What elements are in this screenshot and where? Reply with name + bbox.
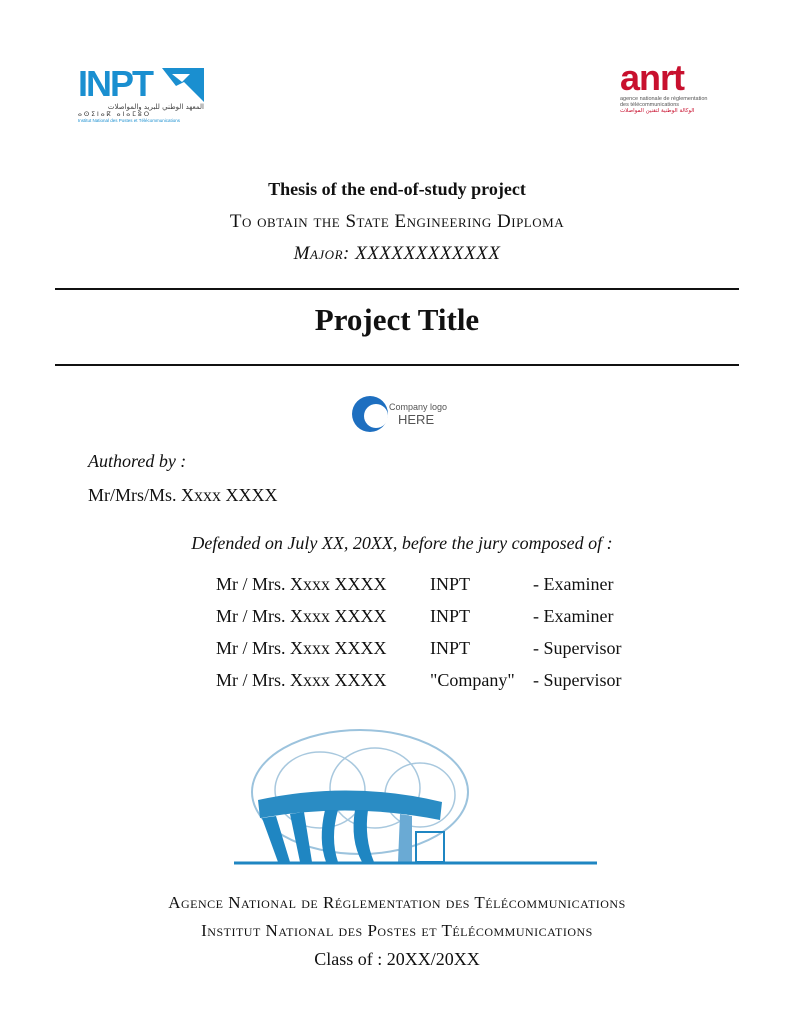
company-logo-line1: Company logo (389, 402, 448, 412)
jury-role: - Supervisor (533, 638, 622, 658)
bottom-rule (55, 364, 739, 366)
jury-org: INPT (430, 638, 470, 658)
inpt-logo-text: INPT (78, 63, 153, 104)
inpt-caption: Institut National des Postes et Télécommunications (78, 118, 180, 123)
anrt-logo (620, 57, 720, 114)
author-name: Mr/Mrs/Ms. Xxxx XXXX (88, 485, 278, 505)
jury-role: - Supervisor (533, 670, 622, 690)
footer-agency: Agence National de Réglementation des Télécommunications (168, 893, 626, 912)
footer-class-of: Class of : 20XX/20XX (314, 949, 480, 969)
company-swirl-icon (351, 394, 391, 434)
anrt-arabic: الوكالة الوطنية لتقنين المواصلات (620, 108, 695, 114)
major-line: Major: XXXXXXXXXXXX (293, 243, 501, 264)
jury-org: INPT (430, 574, 470, 594)
defended-line: Defended on July XX, 20XX, before the jury composed of : (191, 533, 613, 553)
top-rule (55, 288, 739, 290)
jury-name: Mr / Mrs. Xxxx XXXX (216, 638, 387, 658)
jury-name: Mr / Mrs. Xxxx XXXX (216, 670, 387, 690)
company-logo-line2: HERE (398, 412, 435, 427)
authored-by-label: Authored by : (88, 451, 187, 471)
inpt-tifinagh: ⴰⵙⵉⵏⴰⴽ ⴰⵏⴰⵎⵓⵔ (78, 111, 152, 118)
anrt-line2: des télécommunications (620, 102, 680, 108)
jury-org: "Company" (430, 670, 515, 690)
company-logo (351, 394, 451, 436)
inpt-building-illustration (230, 720, 602, 870)
diploma-line: To obtain the State Engineering Diploma (229, 211, 565, 232)
jury-name: Mr / Mrs. Xxxx XXXX (216, 574, 387, 594)
thesis-heading: Thesis of the end-of-study project (268, 179, 526, 199)
inpt-arrows-icon (162, 68, 204, 102)
inpt-arabic: المعهد الوطني للبريد والمواصلات (107, 103, 204, 111)
inpt-logo (78, 63, 204, 132)
jury-role: - Examiner (533, 574, 614, 594)
project-title: Project Title (314, 302, 480, 337)
anrt-line1: agence nationale de réglementation (620, 96, 708, 102)
jury-name: Mr / Mrs. Xxxx XXXX (216, 606, 387, 626)
jury-role: - Examiner (533, 606, 614, 626)
footer-institute: Institut National des Postes et Télécommunications (201, 921, 593, 940)
anrt-logo-text: anrt (620, 57, 685, 98)
jury-org: INPT (430, 606, 470, 626)
